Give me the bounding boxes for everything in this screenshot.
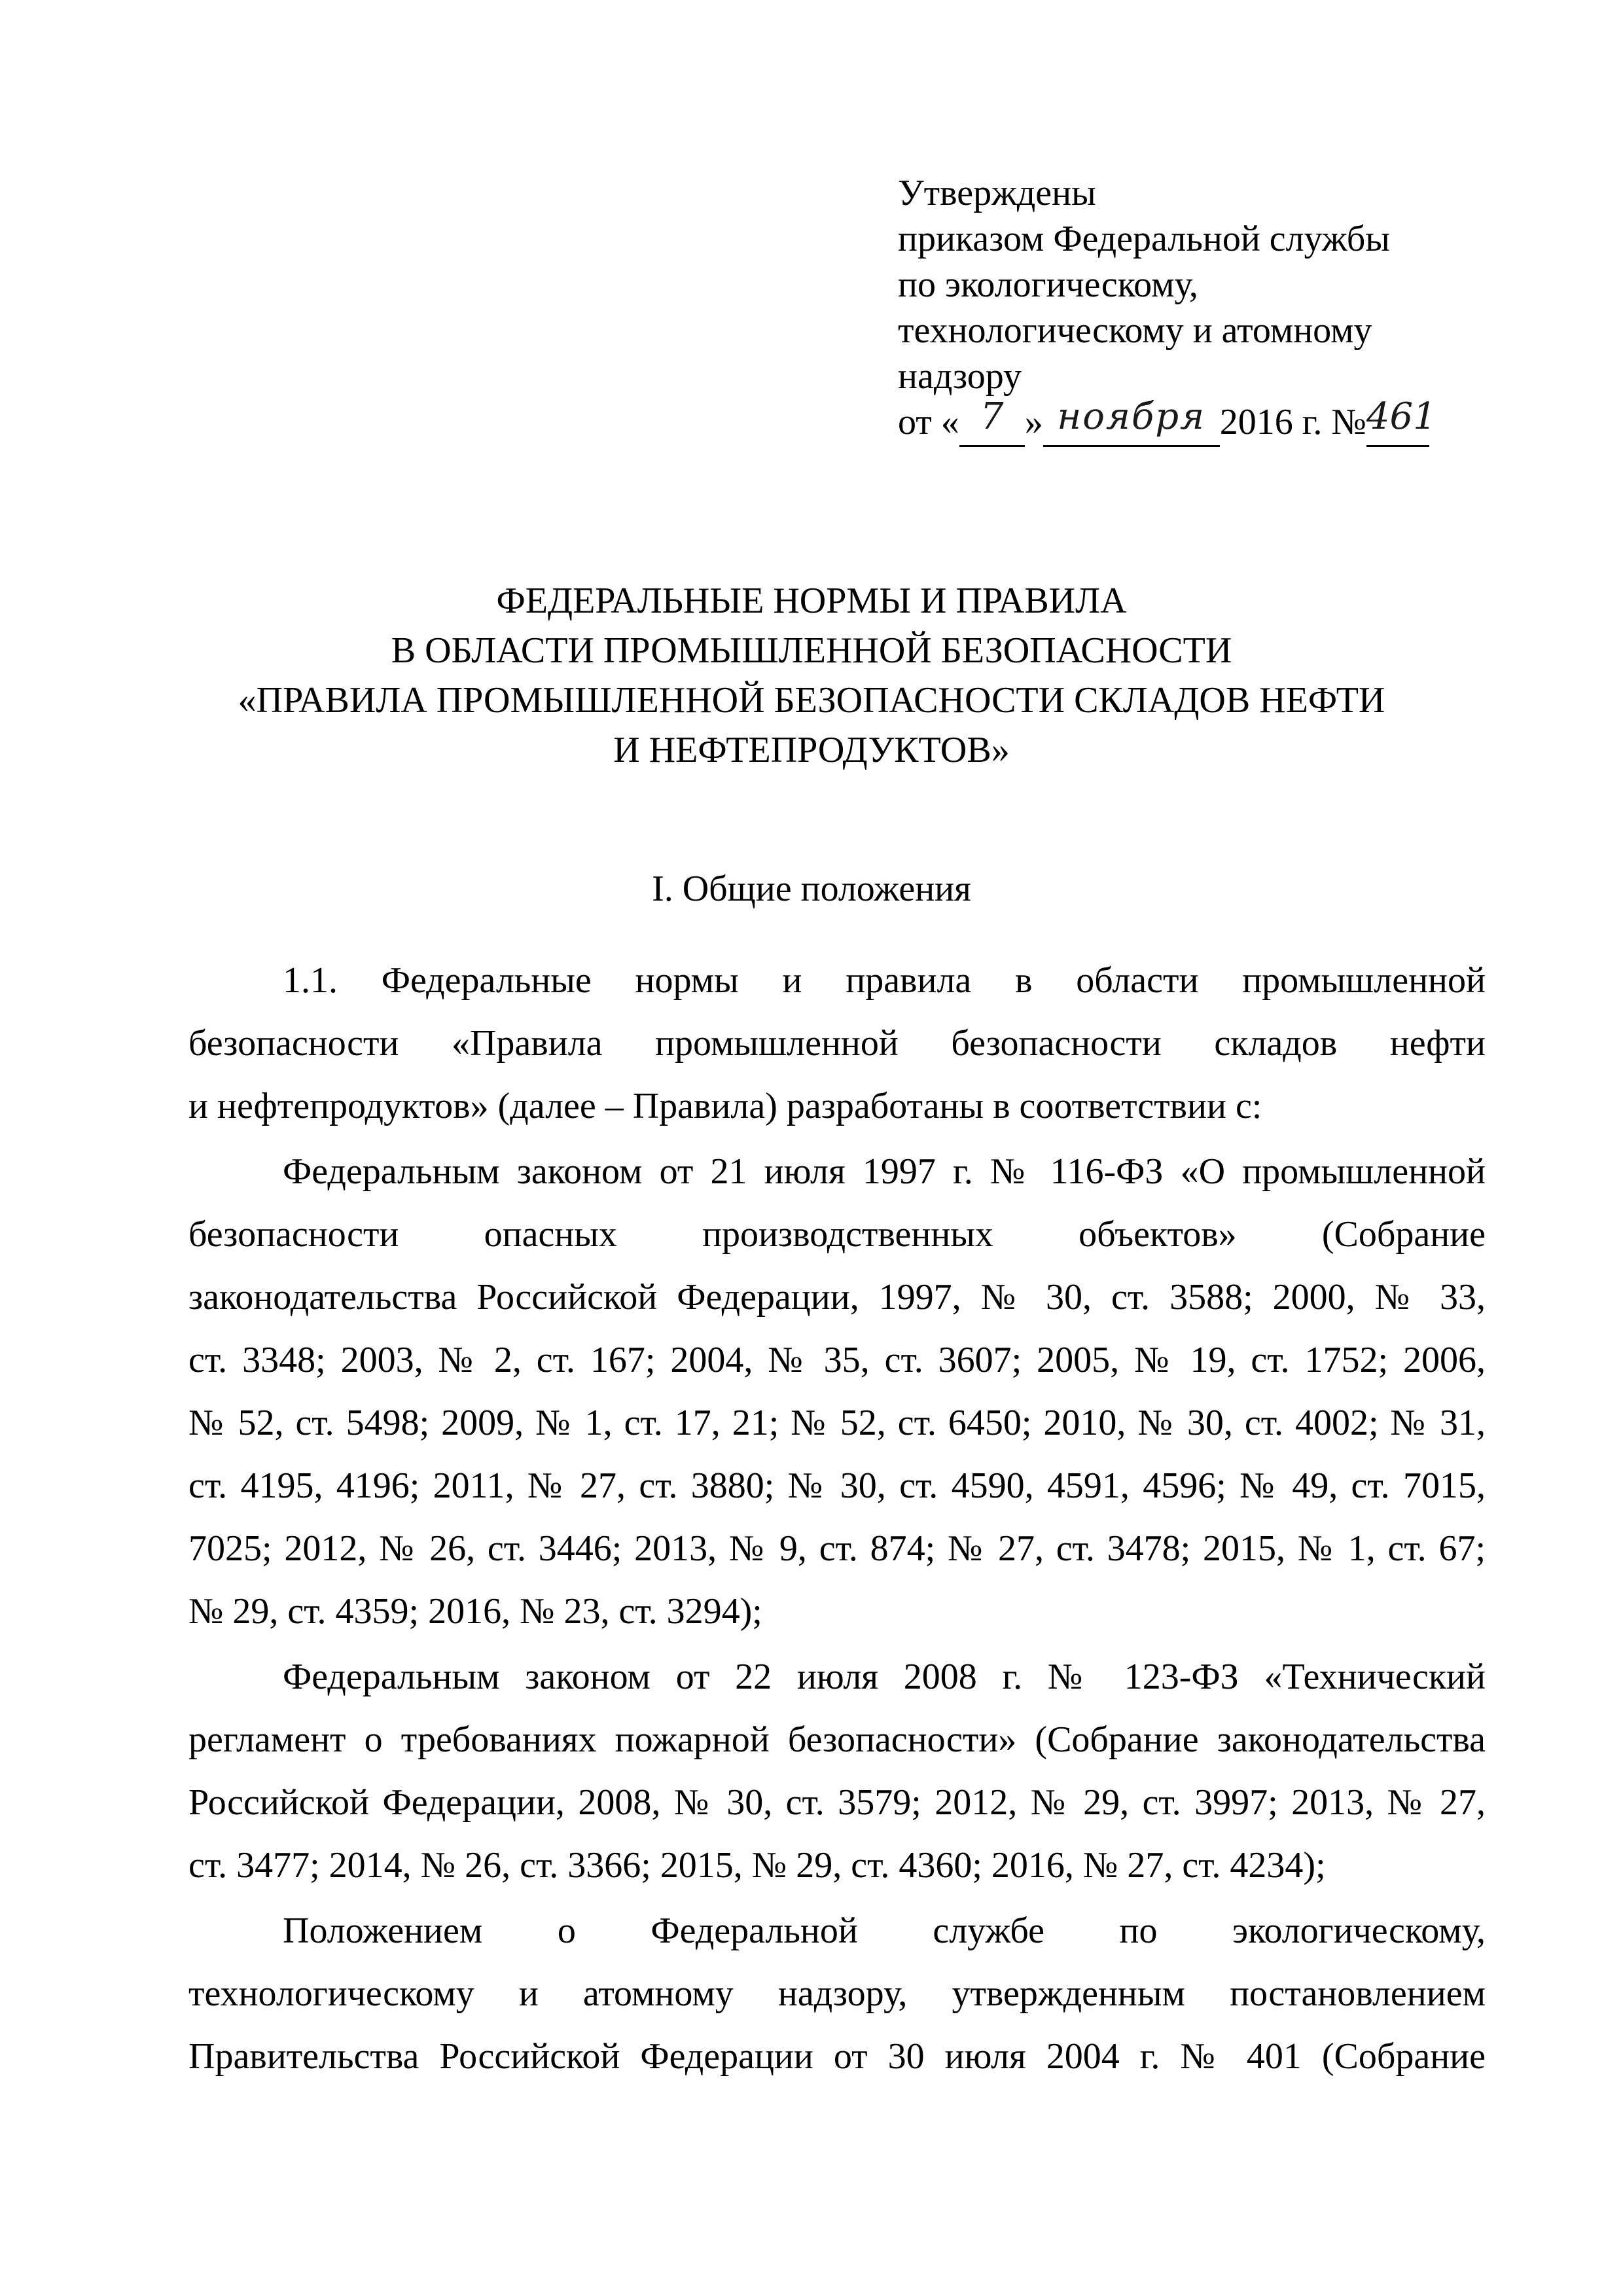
text-line: ст. 3477; 2014, № 26, ст. 3366; 2015, № 29, ст. 4360; 2016, № 27, ст. 4234); xyxy=(188,1845,1326,1886)
text-line: 1.1. Федеральные нормы и правила в области промышленной xyxy=(283,960,1486,1001)
text-line: безопасности опасных производственных объектов» (Собрание xyxy=(188,1214,1486,1255)
approval-line: надзору xyxy=(898,356,1022,397)
text-line: технологическому и атомному надзору, утвержденным постановлением xyxy=(188,1973,1486,2014)
text-line: ст. 4195, 4196; 2011, № 27, ст. 3880; № 30, ст. 4590, 4591, 4596; № 49, ст. 7015, xyxy=(188,1465,1486,1506)
document-title xyxy=(105,576,1518,775)
paragraph-federal-law-123 xyxy=(188,1645,1486,1897)
title-line: «ПРАВИЛА ПРОМЫШЛЕННОЙ БЕЗОПАСНОСТИ СКЛАДОВ НЕФТИ xyxy=(238,680,1385,721)
text-line: и нефтепродуктов» (далее – Правила) разработаны в соответствии с: xyxy=(188,1086,1262,1126)
text-line: Положением о Федеральной службе по экологическому, xyxy=(283,1910,1486,1951)
section-heading: I. Общие положения xyxy=(652,869,971,909)
handwritten-month xyxy=(1043,395,1220,447)
title-line: И НЕФТЕПРОДУКТОВ» xyxy=(613,730,1010,770)
approval-line: приказом Федеральной службы xyxy=(898,219,1390,259)
order-mid: » xyxy=(1024,402,1043,442)
order-year: 2016 г. № xyxy=(1219,402,1366,442)
text-line: законодательства Российской Федерации, 1997, № 30, ст. 3588; 2000, № 33, xyxy=(188,1277,1486,1318)
paragraph-1-1 xyxy=(188,949,1486,1138)
text-line: Федеральным законом от 22 июля 2008 г. № 123-ФЗ «Технический xyxy=(283,1657,1486,1697)
approval-line: по экологическому, xyxy=(898,264,1198,305)
text-line: Правительства Российской Федерации от 30 июля 2004 г. № 401 (Собрание xyxy=(188,2036,1486,2077)
paragraph-federal-law-116 xyxy=(188,1140,1486,1643)
document-body xyxy=(188,949,1486,2088)
text-line: 7025; 2012, № 26, ст. 3446; 2013, № 9, ст. 874; № 27, ст. 3478; 2015, № 1, ст. 67; xyxy=(188,1528,1486,1569)
handwritten-day-text: 7 xyxy=(980,395,1004,438)
text-line: № 52, ст. 5498; 2009, № 1, ст. 17, 21; № 52, ст. 6450; 2010, № 30, ст. 4002; № 31, xyxy=(188,1403,1486,1443)
text-line: регламент о требованиях пожарной безопасности» (Собрание законодательства xyxy=(188,1719,1486,1760)
text-line: № 29, ст. 4359; 2016, № 23, ст. 3294); xyxy=(188,1591,762,1632)
approval-line: Утверждены xyxy=(898,173,1096,213)
text-line: ст. 3348; 2003, № 2, ст. 167; 2004, № 35, ст. 3607; 2005, № 19, ст. 1752; 2006, xyxy=(188,1340,1486,1380)
approval-stamp-block xyxy=(898,170,1552,447)
title-line: В ОБЛАСТИ ПРОМЫШЛЕННОЙ БЕЗОПАСНОСТИ xyxy=(391,630,1232,671)
handwritten-month-text: ноября xyxy=(1057,395,1206,438)
handwritten-order-number xyxy=(1366,395,1436,447)
text-line: Российской Федерации, 2008, № 30, ст. 3579; 2012, № 29, ст. 3997; 2013, № 27, xyxy=(188,1782,1486,1823)
title-line: ФЕДЕРАЛЬНЫЕ НОРМЫ И ПРАВИЛА xyxy=(496,581,1127,621)
text-line: безопасности «Правила промышленной безопасности складов нефти xyxy=(188,1023,1486,1064)
approval-line: технологическому и атомному xyxy=(898,310,1372,351)
paragraph-regulation-rostechnadzor xyxy=(188,1899,1486,2088)
text-line: Федеральным законом от 21 июля 1997 г. № 116-ФЗ «О промышленной xyxy=(283,1151,1486,1192)
handwritten-day xyxy=(959,395,1025,447)
handwritten-order-number-text: 461 xyxy=(1366,395,1436,438)
order-date-number-line xyxy=(898,395,1552,447)
order-prefix: от « xyxy=(898,402,959,442)
